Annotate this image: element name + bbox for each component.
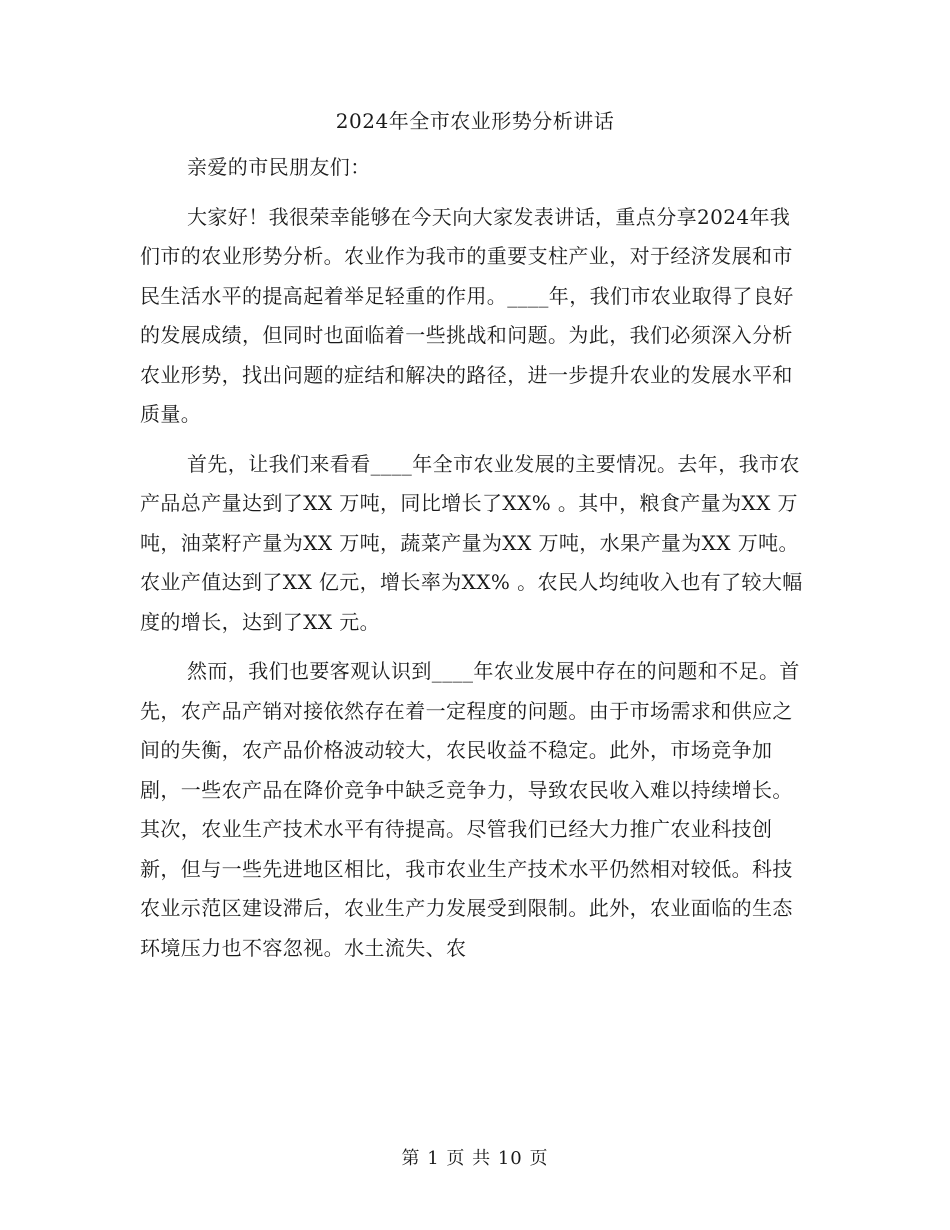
page-footer: 第 1 页 共 10 页 bbox=[401, 1148, 549, 1169]
paragraph-intro: 大家好！我很荣幸能够在今天向大家发表讲话，重点分享2024年我们市的农业形势分析。农业作为我市的重要支柱产业，对于经济发展和市民生活水平的提高起着举足轻重的作用。____年，我们市农业取得了良好的发展成绩，但同时也面临着一些挑战和问题。为此，我们必须深入分析农业形势，找出问题的症结和解决的路径，进一步提升农业的发展水平和质量。 bbox=[140, 204, 794, 426]
paragraph-overview: 首先，让我们来看看____年全市农业发展的主要情况。去年，我市农产品总产量达到了XX 万吨，同比增长了XX% 。其中，粮食产量为XX 万吨，油菜籽产量为XX 万吨，蔬菜产量为XX 万吨，水果产量为XX 万吨。农业产值达到了XX 亿元，增长率为XX% 。农民人均纯收入也有了较大幅度的增长，达到了XX 元。 bbox=[140, 451, 803, 634]
document-body bbox=[140, 148, 810, 978]
salutation: 亲爱的市民朋友们： bbox=[187, 155, 371, 179]
document-title: 2024年全市农业形势分析讲话 bbox=[335, 109, 615, 133]
paragraph-problems: 然而，我们也要客观认识到____年农业发展中存在的问题和不足。首先，农产品产销对接依然存在着一定程度的问题。由于市场需求和供应之间的失衡，农产品价格波动较大，农民收益不稳定。此外，市场竞争加剧，一些农产品在降价竞争中缺乏竞争力，导致农民收入难以持续增长。其次，农业生产技术水平有待提高。尽管我们已经大力推广农业科技创新，但与一些先进地区相比，我市农业生产技术水平仍然相对较低。科技农业示范区建设滞后，农业生产力发展受到限制。此外，农业面临的生态环境压力也不容忽视。水土流失、农 bbox=[140, 659, 800, 960]
